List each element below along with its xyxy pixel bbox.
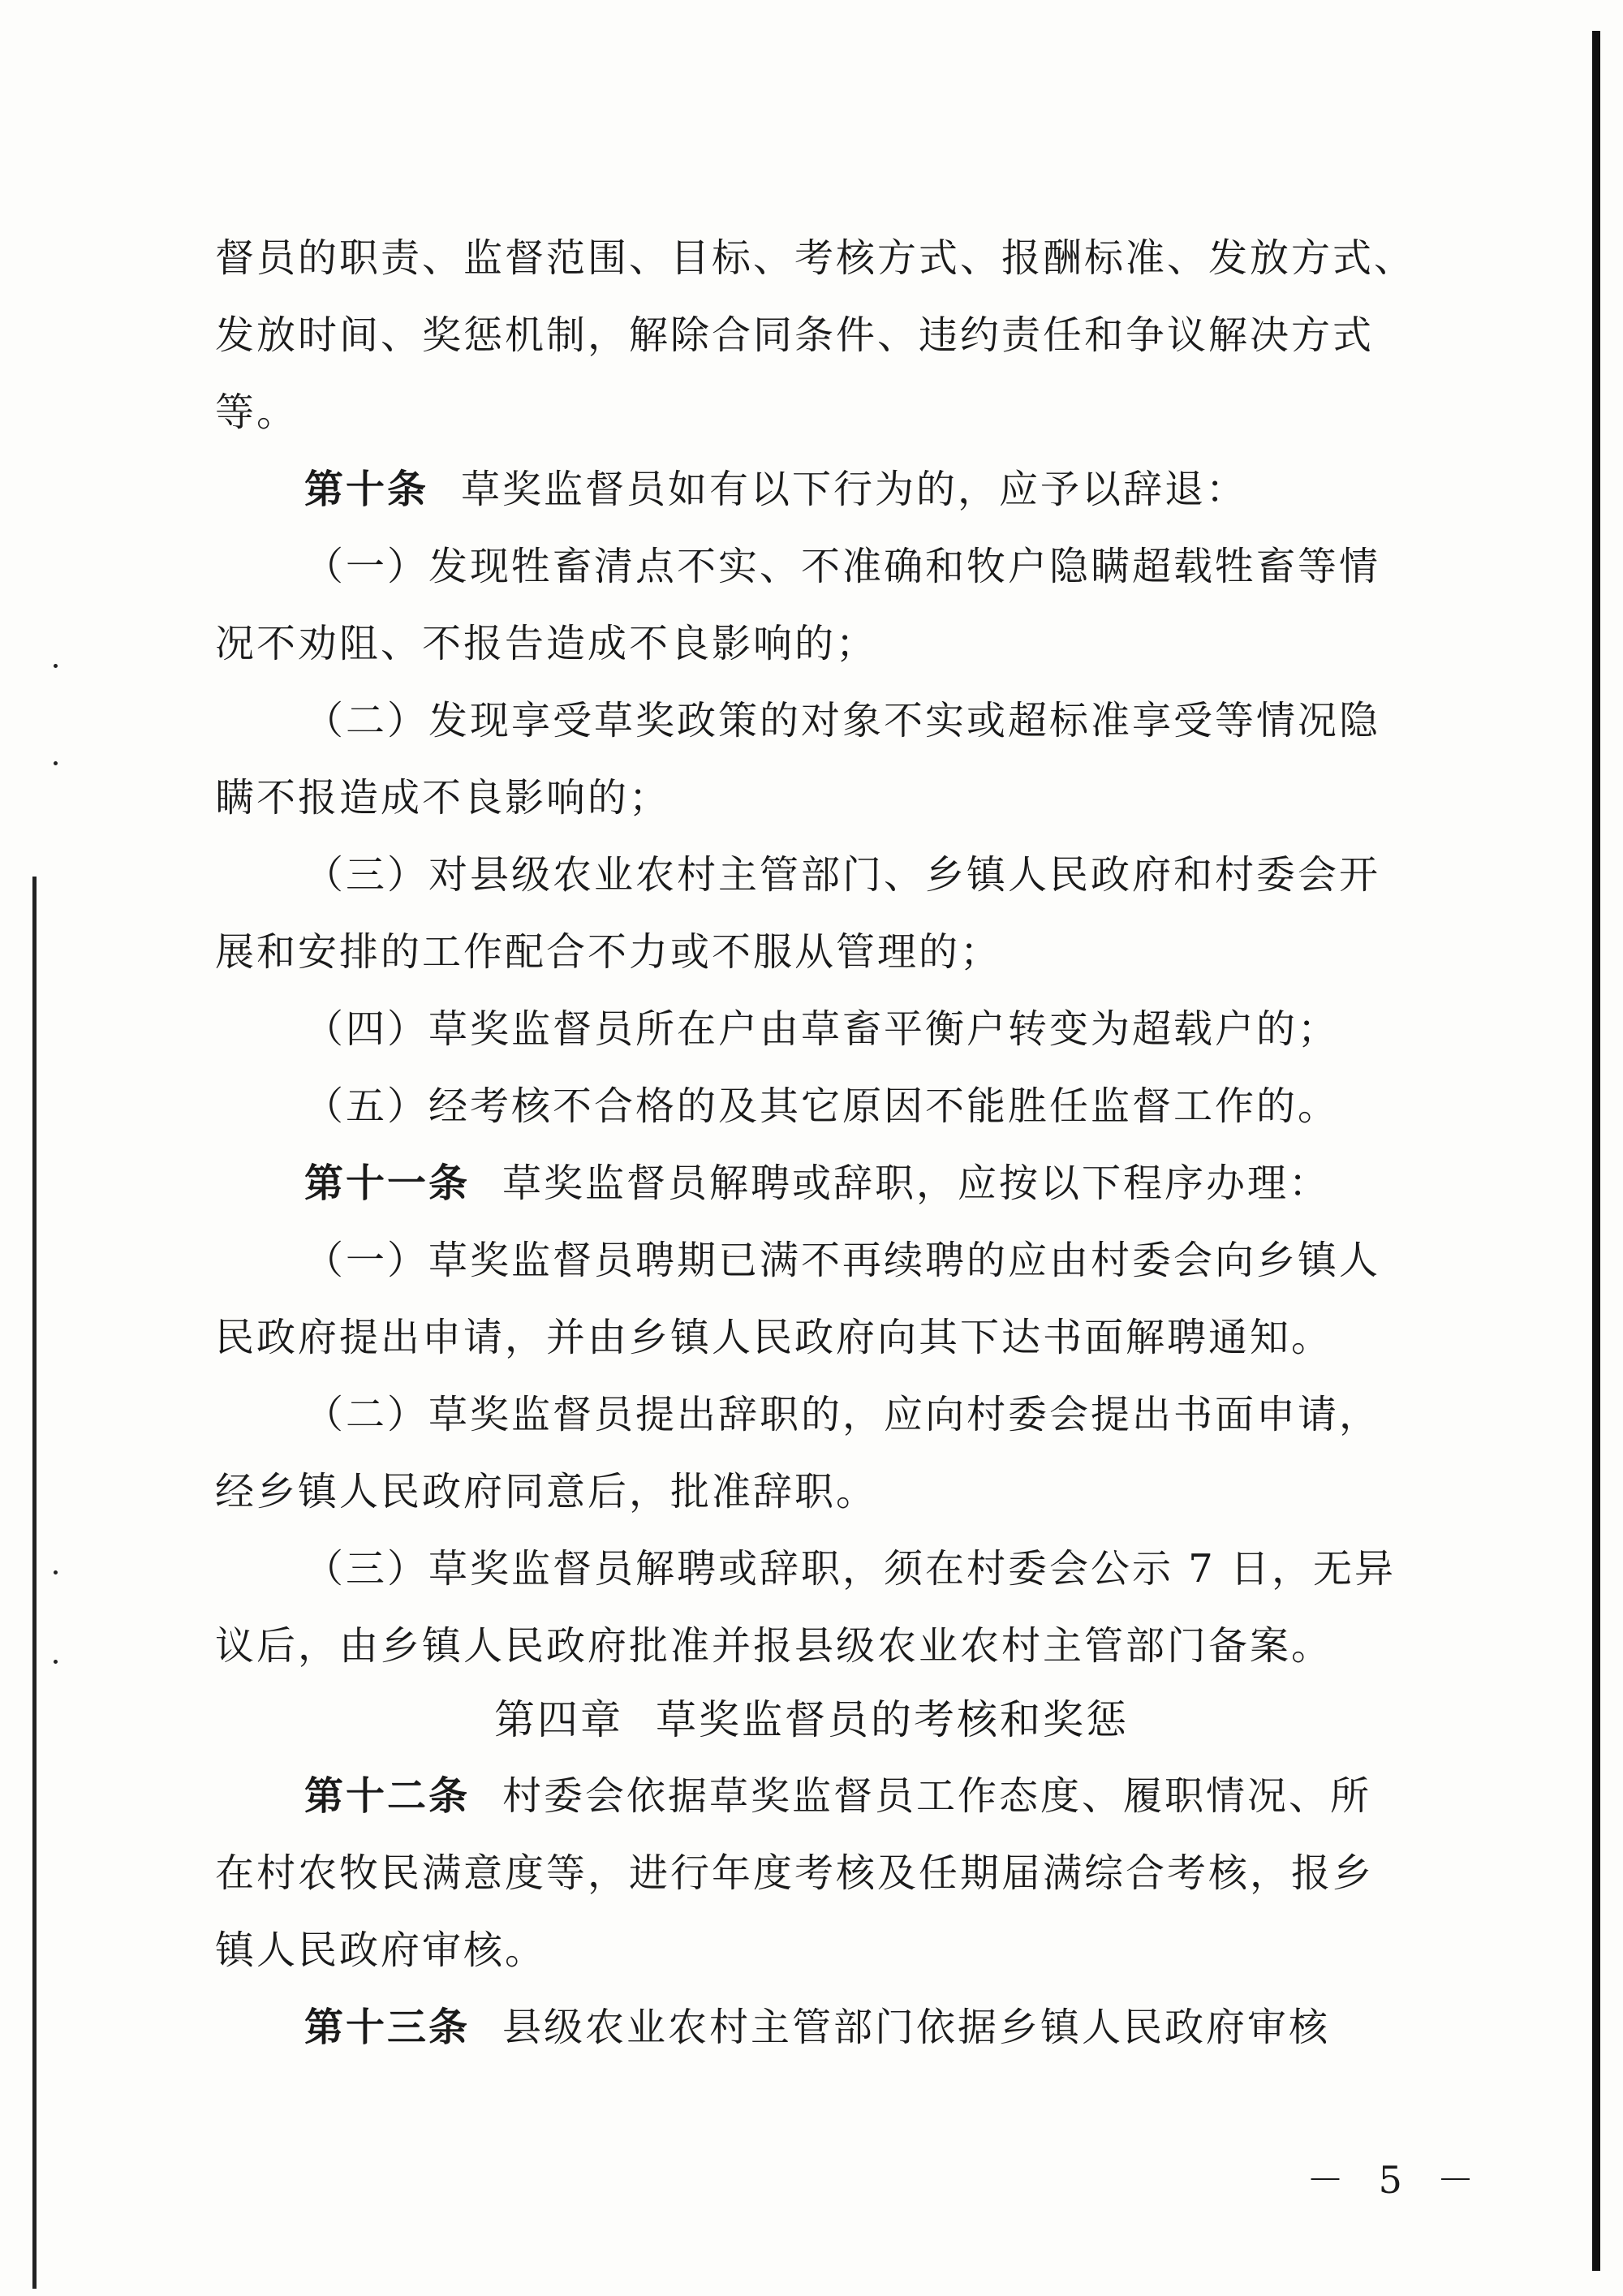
article-11-item: 民政府提出申请，并由乡镇人民政府向其下达书面解聘通知。 (215, 1315, 1333, 1360)
chapter-number: 第四章 (494, 1696, 623, 1743)
chapter-title: 草奖监督员的考核和奖惩 (656, 1696, 1129, 1743)
article-10-heading (304, 467, 1392, 515)
body-line: 发放时间、奖惩机制，解除合同条件、违约责任和争议解决方式 (215, 312, 1375, 358)
article-12-label: 第十二条 (304, 1773, 471, 1819)
article-13-label: 第十三条 (304, 2005, 471, 2050)
article-11-item: 议后，由乡镇人民政府批准并报县级农业农村主管部门备案。 (215, 1623, 1333, 1669)
article-11-item: （三）草奖监督员解聘或辞职，须在村委会公示 7 日，无异 (304, 1546, 1397, 1592)
article-11-heading (304, 1161, 1392, 1209)
chapter-heading (0, 1696, 1623, 1743)
article-11-text: 草奖监督员解聘或辞职，应按以下程序办理： (502, 1161, 1331, 1206)
scan-speck (54, 1660, 58, 1664)
scan-speck (54, 761, 58, 765)
article-10-item: （三）对县级农业农村主管部门、乡镇人民政府和村委会开 (304, 852, 1381, 898)
article-12-line: 在村农牧民满意度等，进行年度考核及任期届满综合考核，报乡 (215, 1850, 1375, 1896)
scan-edge-right (1592, 31, 1600, 2271)
scan-edge-left (32, 877, 37, 2289)
article-11-item: 经乡镇人民政府同意后，批准辞职。 (215, 1469, 878, 1514)
scan-speck (54, 1570, 58, 1574)
body-line: 等。 (215, 390, 299, 435)
article-12-heading (304, 1773, 1392, 1822)
article-10-item: （二）发现享受草奖政策的对象不实或超标准享受等情况隐 (304, 698, 1381, 743)
body-line: 督员的职责、监督范围、目标、考核方式、报酬标准、发放方式、 (215, 235, 1416, 281)
article-11-item: （二）草奖监督员提出辞职的，应向村委会提出书面申请， (304, 1392, 1381, 1437)
article-10-label: 第十条 (304, 467, 429, 512)
article-11-label: 第十一条 (304, 1161, 471, 1206)
article-12-line: 镇人民政府审核。 (215, 1928, 547, 1973)
article-12-text: 村委会依据草奖监督员工作态度、履职情况、所 (502, 1773, 1372, 1819)
article-10-item: （一）发现牲畜清点不实、不准确和牧户隐瞒超载牲畜等情 (304, 544, 1381, 589)
article-11-item: （一）草奖监督员聘期已满不再续聘的应由村委会向乡镇人 (304, 1238, 1381, 1283)
article-10-item: 瞒不报造成不良影响的； (215, 775, 671, 821)
article-10-item: （五）经考核不合格的及其它原因不能胜任监督工作的。 (304, 1083, 1340, 1129)
scan-speck (54, 664, 58, 668)
article-10-text: 草奖监督员如有以下行为的，应予以辞退： (461, 467, 1248, 512)
article-13-text: 县级农业农村主管部门依据乡镇人民政府审核 (502, 2005, 1331, 2050)
page-number: － 5 － (1307, 2158, 1486, 2202)
article-10-item: 展和安排的工作配合不力或不服从管理的； (215, 929, 1002, 975)
article-10-item: 况不劝阻、不报告造成不良影响的； (215, 621, 878, 666)
article-10-item: （四）草奖监督员所在户由草畜平衡户转变为超载户的； (304, 1006, 1340, 1052)
article-13-heading (304, 2005, 1392, 2053)
